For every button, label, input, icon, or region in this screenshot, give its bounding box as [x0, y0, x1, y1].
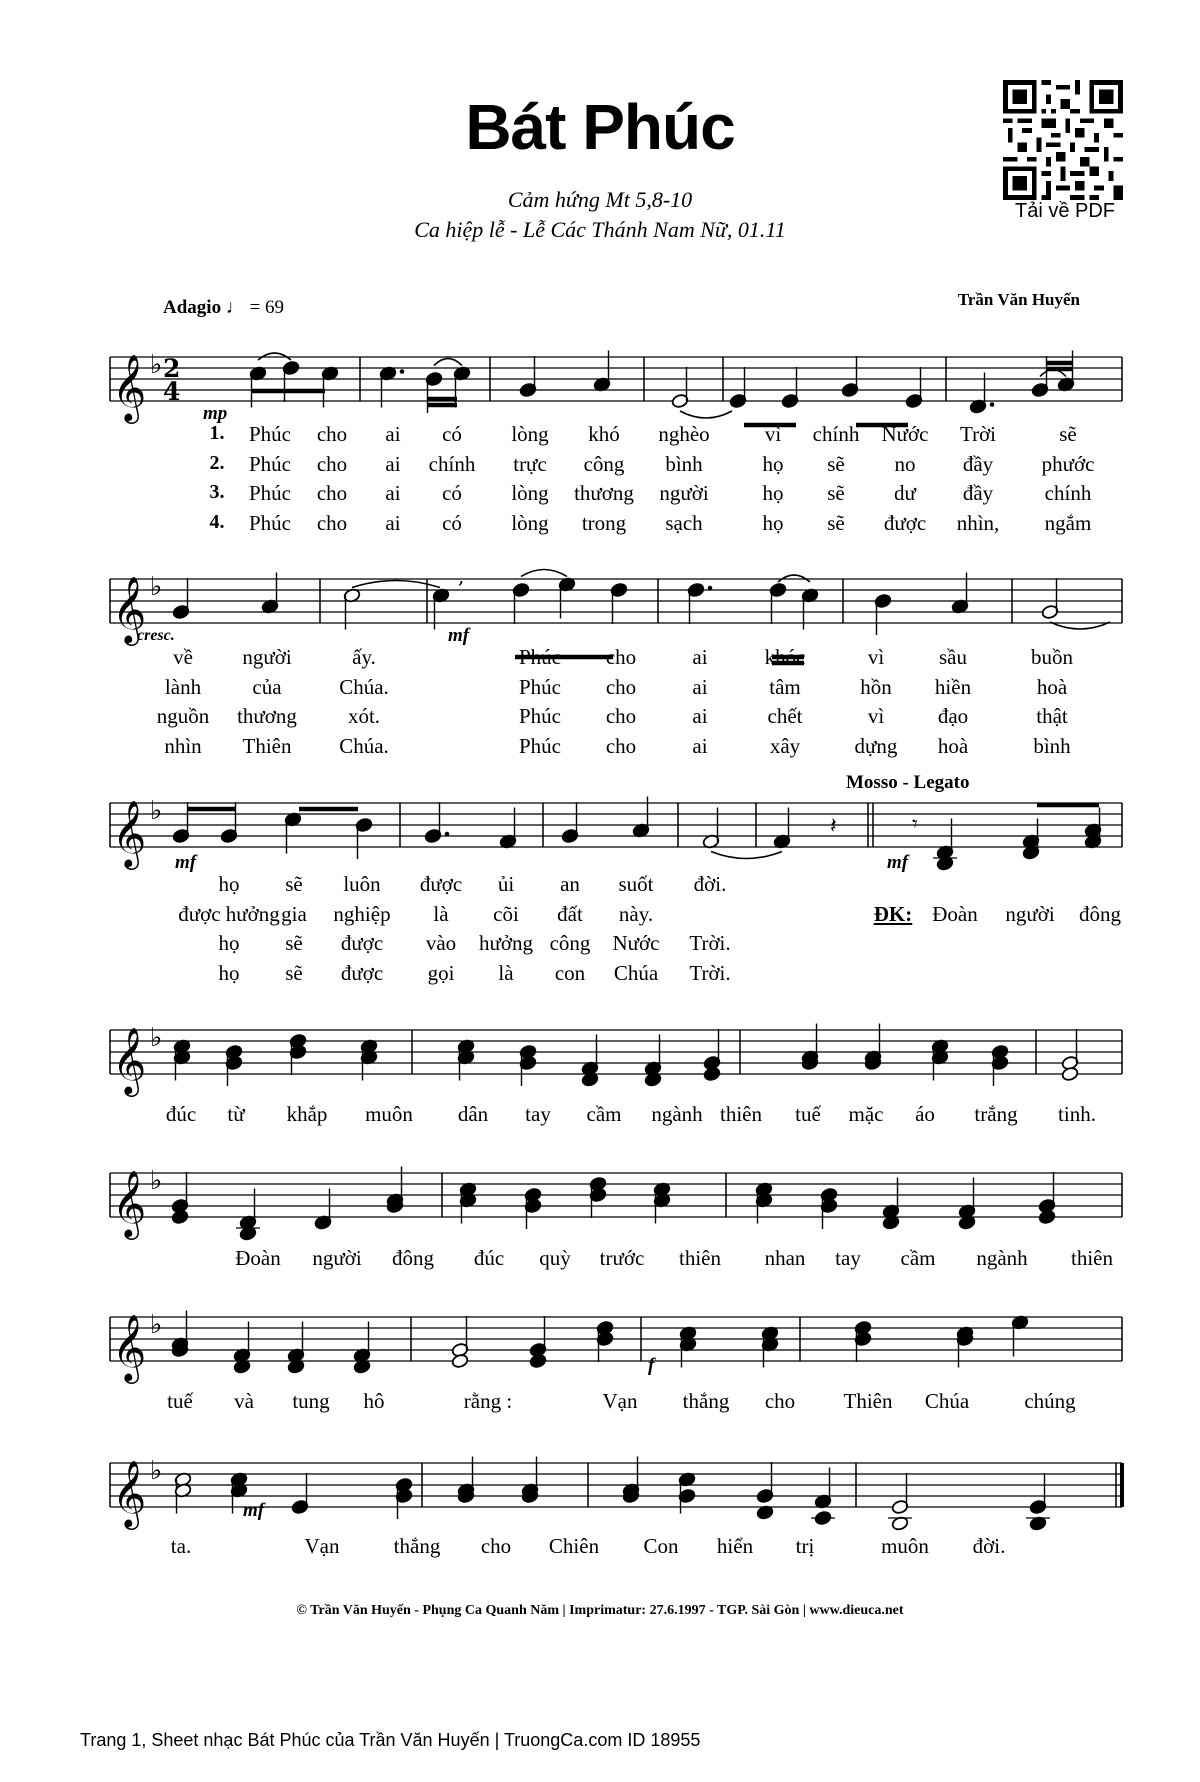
lyric-syllable: Con	[643, 1534, 679, 1558]
copyright-credit: © Trần Văn Huyến - Phụng Ca Quanh Năm | Imprimatur: 27.6.1997 - TGP. Sài Gòn | www.dieuca.net	[296, 1603, 904, 1618]
note-dot	[445, 832, 450, 837]
lyric-syllable: được	[340, 960, 384, 985]
slur	[521, 570, 567, 577]
treble-clef-icon: 𝄞	[112, 575, 147, 643]
lyric-syllable: hoà	[937, 733, 969, 758]
lyric-syllable: họ	[762, 510, 784, 535]
lyric-syllable: Trời	[959, 422, 997, 446]
lyric-syllable: hoà	[1036, 674, 1068, 699]
lyric-syllable: tuế	[167, 1389, 193, 1413]
note-head	[1061, 1066, 1079, 1081]
flat-key-signature-icon: ♭	[150, 796, 163, 826]
lyric-syllable: thiên	[1071, 1246, 1113, 1270]
dynamic-mf: mf	[243, 1500, 265, 1521]
lyric-syllable: xây	[769, 733, 801, 758]
lyric-syllable: ai	[385, 451, 401, 476]
note-head	[171, 1209, 189, 1224]
lyric-syllable: cho	[316, 422, 348, 446]
lyric-syllable: hô	[363, 1389, 385, 1413]
lyric-syllable: cầm	[586, 1102, 622, 1126]
lyric-syllable: mặc	[848, 1102, 884, 1126]
lyric-syllable: đầy	[962, 451, 994, 476]
lyric-syllable: Phúc	[249, 510, 291, 535]
verse-number: 2.	[209, 451, 225, 474]
slur	[434, 359, 462, 366]
lyric-syllable: thật	[1036, 704, 1068, 728]
lyric-syllable: người	[312, 1246, 362, 1270]
lyric-syllable: Đoàn	[235, 1246, 281, 1270]
lyric-syllable: đông	[392, 1246, 434, 1270]
lyric-syllable: công	[549, 931, 591, 955]
lyric-syllable: dư	[894, 481, 916, 505]
lyric-syllable: cho	[605, 645, 637, 669]
lyric-syllable: ấy.	[352, 645, 376, 669]
lyric-syllable: đời.	[972, 1534, 1006, 1558]
lyric-syllable: bình	[1033, 733, 1071, 758]
download-pdf-label[interactable]: Tải về PDF	[1014, 200, 1116, 222]
lyric-syllable: tuế	[795, 1102, 821, 1126]
lyric-syllable: Nước	[881, 422, 929, 446]
lyric-syllable: vì	[764, 422, 782, 446]
flat-key-signature-icon: ♭	[150, 1310, 163, 1340]
lyric-syllable: từ	[227, 1102, 245, 1126]
lyric-syllable: người	[659, 481, 709, 505]
lyric-syllable: Chúa	[613, 960, 659, 985]
lyric-syllable: hiển	[716, 1534, 754, 1558]
lyric-syllable: tinh.	[1058, 1102, 1096, 1126]
tempo-word: Adagio	[163, 297, 222, 318]
lyric-syllable: cầm	[900, 1246, 936, 1270]
lyric-syllable: đúc	[165, 1102, 197, 1126]
note-dot	[400, 369, 405, 374]
lyric-syllable: đất	[557, 901, 583, 926]
lyric-syllable: sẽ	[1059, 422, 1077, 446]
lyric-syllable: trong	[581, 510, 627, 535]
lyric-syllable: thắng	[682, 1389, 730, 1413]
lyric-syllable: nhìn	[164, 733, 202, 758]
note-head	[703, 1066, 721, 1081]
dynamic-cresc: cresc.	[137, 627, 175, 644]
lyric-syllable: công	[583, 451, 625, 476]
lyric-syllable: Chúa.	[339, 674, 389, 699]
slur	[680, 411, 732, 418]
lyric-syllable: đầy	[962, 481, 994, 505]
lyric-syllable: Nước	[612, 931, 660, 955]
lyric-syllable: tay	[525, 1102, 551, 1126]
lyric-syllable: đông	[1079, 901, 1121, 926]
lyric-syllable: Phúc	[519, 645, 561, 669]
subtitle-scripture: Cảm hứng Mt 5,8-10	[507, 187, 693, 212]
lyric-syllable: về	[173, 645, 193, 669]
lyric-syllable: chúng	[1024, 1389, 1076, 1413]
lyric-syllable: trắng	[974, 1102, 1018, 1126]
lyric-syllable: vì	[867, 704, 885, 728]
flat-key-signature-icon: ♭	[150, 1023, 163, 1053]
lyric-syllable: lành	[164, 674, 202, 699]
lyric-syllable: này.	[618, 901, 654, 926]
lyric-syllable: ai	[692, 645, 708, 669]
lyric-syllable: gia	[281, 901, 307, 926]
rest-icon: 𝄽	[830, 814, 837, 839]
treble-clef-icon: 𝄞	[112, 353, 147, 421]
dynamic-mp: mp	[203, 403, 228, 424]
lyric-syllable: tay	[835, 1246, 861, 1270]
lyric-syllable: an	[560, 872, 580, 896]
breath-mark: ,	[458, 564, 465, 588]
lyric-syllable: nghiệp	[333, 901, 391, 926]
lyric-syllable: nguồn	[156, 704, 210, 728]
treble-clef-icon: 𝄞	[112, 1459, 147, 1527]
treble-clef-icon: 𝄞	[112, 799, 147, 867]
lyric-syllable: buồn	[1031, 645, 1073, 669]
lyric-syllable: tâm	[769, 674, 801, 699]
lyric-syllable: hồn	[860, 674, 892, 699]
lyric-syllable: trị	[795, 1534, 815, 1558]
time-signature-bottom: 4	[163, 377, 181, 406]
treble-clef-icon: 𝄞	[112, 1026, 147, 1094]
subtitle-occasion: Ca hiệp lễ - Lễ Các Thánh Nam Nữ, 01.11	[414, 217, 786, 242]
lyric-syllable: được	[883, 510, 927, 535]
note-dot	[990, 402, 995, 407]
song-title: Bát Phúc	[465, 91, 735, 163]
lyric-syllable: nghèo	[658, 422, 710, 446]
flat-key-signature-icon: ♭	[150, 1166, 163, 1196]
lyric-syllable: áo	[915, 1102, 935, 1126]
lyric-syllable: họ	[218, 931, 240, 955]
lyric-syllable: muôn	[881, 1534, 929, 1558]
lyric-syllable: sạch	[665, 510, 703, 535]
lyric-syllable: chính	[1044, 481, 1092, 505]
lyric-syllable: Phúc	[519, 704, 561, 728]
lyric-syllable: Phúc	[519, 674, 561, 699]
lyric-syllable: cho	[764, 1389, 796, 1413]
lyric-syllable: họ	[762, 451, 784, 476]
lyric-syllable: hiền	[934, 674, 972, 699]
lyric-syllable: và	[234, 1389, 254, 1413]
lyric-syllable: Thiên	[843, 1389, 893, 1413]
lyric-syllable: của	[252, 674, 282, 699]
time-signature-top: 2	[163, 354, 181, 383]
lyric-syllable: là	[433, 901, 449, 926]
tempo-value: ♩ = 69	[225, 297, 285, 318]
lyric-syllable: Vạn	[304, 1534, 340, 1558]
lyric-syllable: cho	[605, 704, 637, 728]
lyric-syllable: sẽ	[827, 451, 845, 476]
refrain-label: ĐK:	[873, 901, 913, 926]
lyric-syllable: cho	[605, 674, 637, 699]
section-mark: Mosso - Legato	[846, 772, 970, 793]
note-head	[451, 1353, 469, 1368]
lyric-syllable: gọi	[427, 960, 455, 985]
lyric-syllable: sẽ	[285, 872, 303, 896]
lyric-syllable: ai	[692, 733, 708, 758]
lyric-syllable: Phúc	[519, 733, 561, 758]
lyric-syllable: Thiên	[242, 733, 292, 758]
lyric-syllable: ai	[385, 481, 401, 505]
lyric-syllable: đạo	[937, 704, 969, 728]
lyric-syllable: khó	[588, 422, 620, 446]
lyric-syllable: cho	[316, 451, 348, 476]
lyric-syllable: lòng	[511, 481, 549, 505]
lyric-syllable: rằng :	[463, 1389, 513, 1413]
lyric-syllable: họ	[762, 481, 784, 505]
lyric-syllable: được	[340, 931, 384, 955]
lyric-syllable: sẽ	[827, 481, 845, 505]
verse-number: 4.	[209, 510, 225, 533]
lyric-syllable: trực	[513, 451, 547, 476]
lyric-syllable: lòng	[511, 422, 549, 446]
lyric-syllable: trước	[599, 1246, 645, 1270]
lyric-syllable: Trời.	[689, 931, 731, 955]
lyric-syllable: thắng	[393, 1534, 441, 1558]
lyric-syllable: Chúa	[924, 1389, 970, 1413]
lyric-syllable: chính	[812, 422, 860, 446]
tempo-marking	[163, 297, 284, 319]
flat-key-signature-icon: ♭	[150, 572, 163, 602]
lyric-syllable: no	[894, 451, 916, 476]
lyric-syllable: Đoàn	[932, 901, 978, 926]
rest-icon: 𝄾	[912, 812, 918, 837]
lyric-syllable: khóc	[764, 645, 806, 669]
dynamic-mf: mf	[448, 625, 470, 646]
verse-number: 3.	[209, 481, 225, 503]
lyric-syllable: dựng	[854, 733, 898, 758]
lyric-syllable: bình	[665, 451, 703, 476]
lyric-syllable: luôn	[343, 872, 381, 896]
lyric-syllable: suốt	[618, 872, 654, 896]
lyric-syllable: nhìn,	[956, 510, 1000, 535]
lyric-syllable: có	[442, 422, 462, 446]
lyric-syllable: phước	[1041, 451, 1095, 476]
lyric-syllable: ai	[385, 510, 401, 535]
lyric-syllable: là	[498, 960, 514, 985]
lyric-syllable: sẽ	[285, 931, 303, 955]
lyric-syllable: họ	[218, 960, 240, 985]
lyric-syllable: chết	[767, 704, 803, 728]
lyric-syllable: được	[419, 872, 463, 896]
lyric-syllable: thương	[237, 704, 297, 728]
lyric-syllable: ai	[692, 674, 708, 699]
dynamic-mf: mf	[175, 852, 197, 873]
lyric-syllable: cõi	[493, 901, 519, 926]
lyric-syllable: tung	[292, 1389, 330, 1413]
lyric-syllable: dân	[457, 1102, 489, 1126]
lyric-syllable: ngành	[976, 1246, 1028, 1270]
lyric-syllable: sẽ	[827, 510, 845, 535]
lyric-syllable: Phúc	[249, 451, 291, 476]
lyric-syllable: đời.	[693, 872, 727, 896]
dynamic-f: f	[648, 1355, 655, 1376]
lyric-syllable: muôn	[365, 1102, 413, 1126]
lyric-syllable: ai	[692, 704, 708, 728]
lyric-syllable: thiên	[720, 1102, 762, 1126]
lyric-syllable: đúc	[473, 1246, 505, 1270]
lyric-syllable: cho	[316, 510, 348, 535]
lyric-syllable: người	[1005, 901, 1055, 926]
lyric-syllable: xót.	[347, 704, 381, 728]
lyric-syllable: thiên	[679, 1246, 721, 1270]
lyric-syllable: có	[442, 510, 462, 535]
page-footer: Trang 1, Sheet nhạc Bát Phúc của Trần Văn Huyến | TruongCa.com ID 18955	[80, 1730, 701, 1750]
lyric-syllable: lòng	[511, 510, 549, 535]
lyric-syllable: Chúa.	[339, 733, 389, 758]
lyric-syllable: cho	[480, 1534, 512, 1558]
staff-system-3	[0, 776, 1200, 896]
composer-name: Trần Văn Huyến	[957, 290, 1080, 309]
lyric-syllable: Trời.	[689, 960, 731, 985]
verse-number: 1.	[209, 422, 225, 444]
lyric-syllable: hưởng	[479, 931, 533, 955]
treble-clef-icon: 𝄞	[112, 1313, 147, 1381]
lyric-syllable: chính	[428, 451, 476, 476]
lyric-syllable: ta.	[170, 1534, 192, 1558]
lyric-syllable: thương	[574, 481, 634, 505]
lyric-syllable: khắp	[286, 1102, 328, 1126]
lyric-syllable: ai	[385, 422, 401, 446]
note-head	[1038, 1209, 1056, 1224]
qr-code-icon[interactable]	[1003, 80, 1123, 200]
lyric-syllable: nhan	[764, 1246, 806, 1270]
lyric-syllable: sầu	[939, 645, 967, 669]
lyric-syllable: vào	[425, 931, 457, 955]
lyric-syllable: ngành	[651, 1102, 703, 1126]
treble-clef-icon: 𝄞	[112, 1169, 147, 1237]
lyric-syllable: ủi	[497, 872, 515, 896]
lyric-syllable: được hưởng	[178, 901, 280, 926]
lyric-syllable: Chiên	[548, 1534, 600, 1558]
flat-key-signature-icon: ♭	[150, 1456, 163, 1486]
lyric-syllable: người	[242, 645, 292, 669]
lyric-syllable: con	[554, 960, 586, 985]
lyric-syllable: có	[442, 481, 462, 505]
lyric-syllable: Phúc	[249, 422, 291, 446]
lyric-syllable: cho	[316, 481, 348, 505]
lyric-syllable: quỳ	[539, 1246, 571, 1270]
lyric-syllable: Phúc	[249, 481, 291, 505]
lyric-syllable: cho	[605, 733, 637, 758]
note-head	[529, 1353, 547, 1368]
lyric-syllable: Vạn	[602, 1389, 638, 1413]
lyric-syllable: sẽ	[285, 960, 303, 985]
flat-key-signature-icon: ♭	[150, 350, 163, 380]
lyric-syllable: vì	[867, 645, 885, 669]
lyric-syllable: họ	[218, 872, 240, 896]
dynamic-mf: mf	[887, 852, 909, 873]
lyric-syllable: ngắm	[1044, 510, 1092, 535]
slur	[711, 852, 782, 859]
note-dot	[708, 586, 713, 591]
